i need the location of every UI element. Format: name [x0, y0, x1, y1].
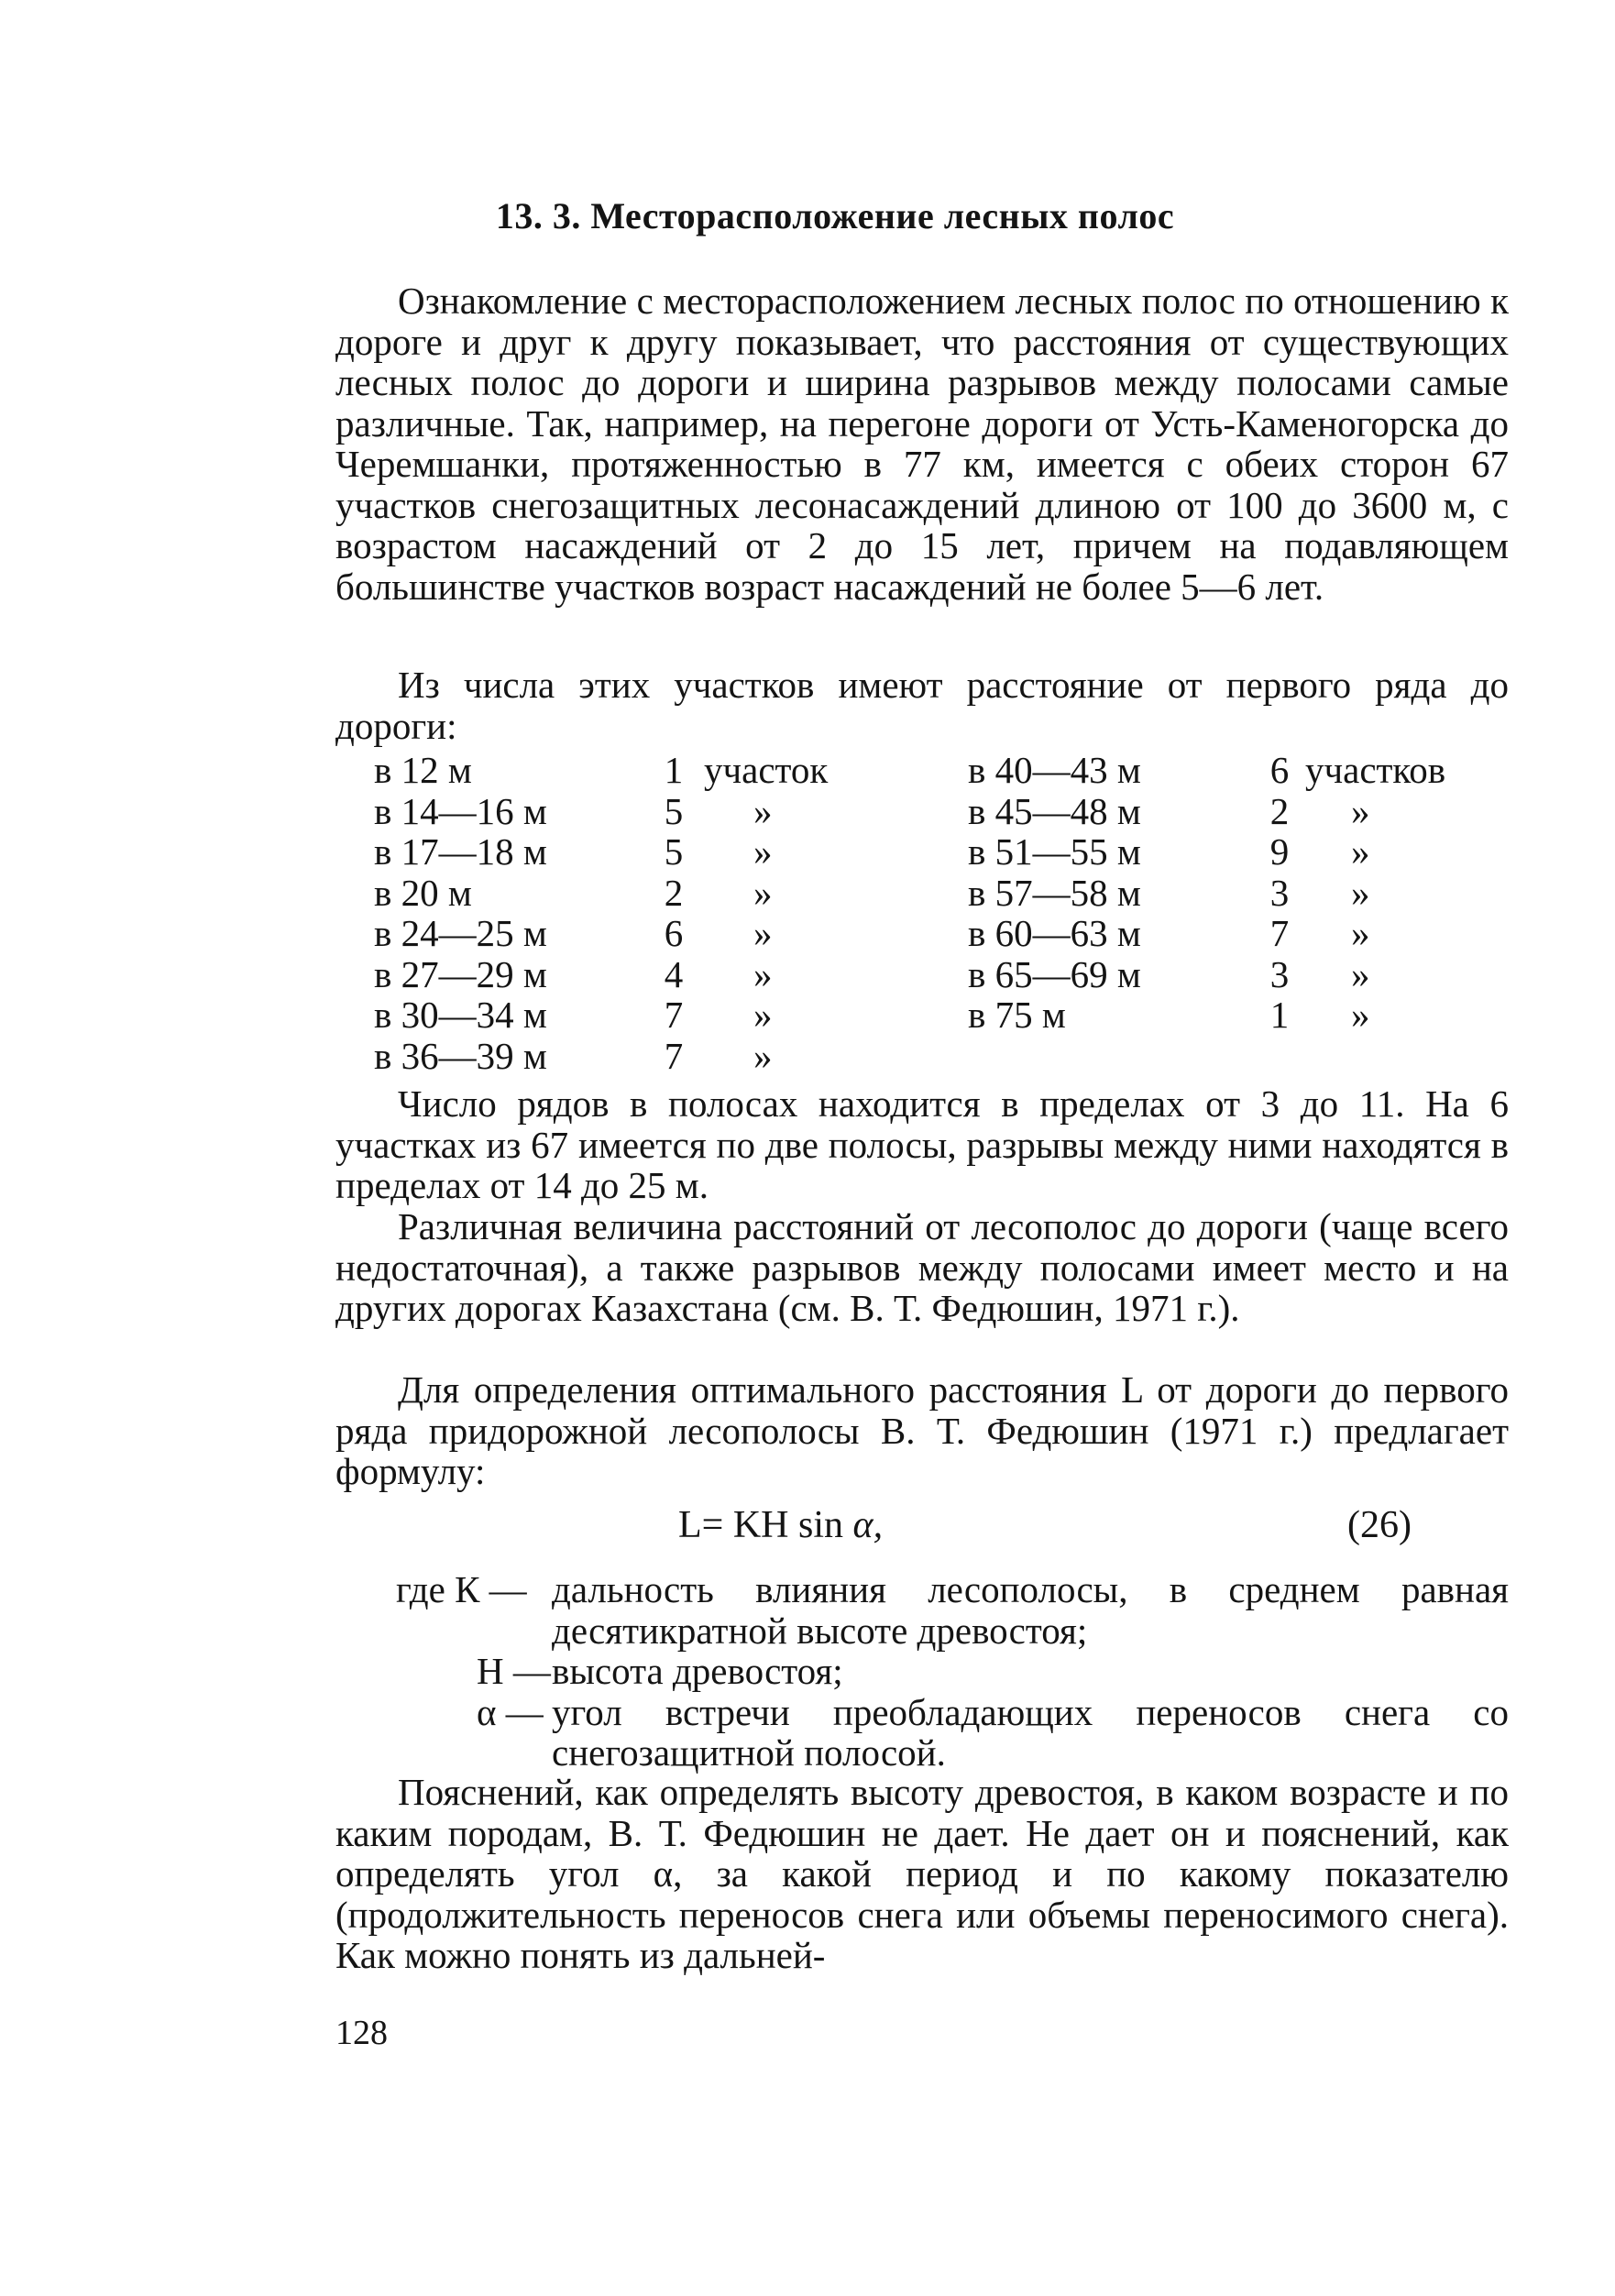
table-cell: в 12 м — [374, 749, 472, 791]
table-cell: 1 — [664, 749, 684, 791]
table-cell: в 30—34 м — [374, 994, 547, 1036]
table-cell: » — [753, 871, 773, 914]
distance-table-right-distance — [968, 750, 1141, 1036]
table-cell: 7 — [664, 1034, 684, 1077]
table-cell: в 17—18 м — [374, 830, 547, 873]
table-cell: 7 — [1269, 912, 1290, 954]
paragraph-6-text: Пояснений, как определять высоту древостоя, в каком возрасте и по каким породам, В. Т. Федюшин не дает. Не дает он и пояснений, как определять угол α, за какой период и по какому показателю (продолжительность переносов снега или объемы переносимого снега). Как можно понять из дальней- — [335, 1771, 1509, 1976]
paragraph-5 — [335, 1369, 1509, 1492]
paragraph-6 — [335, 1772, 1509, 1976]
definition-text: угол встречи преобладающих переносов снега со снегозащитной полосой. — [552, 1690, 1509, 1774]
definition-term: где К — — [396, 1568, 527, 1610]
definition-h — [396, 1651, 1509, 1692]
table-cell: » — [753, 789, 773, 832]
table-cell: » — [753, 994, 773, 1036]
paragraph-1-text: Ознакомление с месторасположением лесных полос по отношению к дороге и друг к другу показывает, что расстояния от существующих лесных полос до дороги и ширина разрывов между полосами самые различные. Так, например, на перегоне дороги от Усть-Каменогорска до Черемшанки, протяженностью в 77 км, имеется с обеих сторон 67 участков снегозащитных лесонасаждений длиною от 100 до 3600 м, с возрастом насаждений от 2 до 15 лет, причем на подавляющем большинстве участков возраст насаждений не более 5—6 лет. — [335, 280, 1509, 608]
paragraph-2-text: Из числа этих участков имеют расстояние от первого ряда до дороги: — [335, 664, 1509, 747]
distance-table-right-unit — [1300, 750, 1445, 1036]
section-heading: 13. 3. Месторасположение лесных полос — [495, 195, 1175, 236]
table-cell: в 20 м — [374, 871, 472, 914]
table-cell: в 40—43 м — [968, 749, 1141, 791]
formula-rhs: KH sin — [732, 1504, 844, 1546]
table-cell: 9 — [1269, 830, 1290, 873]
formula-definitions — [396, 1569, 1509, 1774]
paragraph-4 — [335, 1206, 1509, 1329]
table-cell: участок — [704, 749, 829, 791]
distance-table-right-count — [1261, 750, 1298, 1036]
table-cell: » — [1351, 830, 1370, 873]
paragraph-4-text: Различная величина расстояний от лесополос до дороги (чаще всего недостаточная), а также разрывов между полосами имеет место и на других дорогах Казахстана (см. В. Т. Федюшин, 1971 г.). — [335, 1205, 1509, 1329]
table-cell: 7 — [664, 994, 684, 1036]
table-cell: 5 — [664, 830, 684, 873]
paragraph-5-text: Для определения оптимального расстояния L от дороги до первого ряда придорожной лесополосы В. Т. Федюшин (1971 г.) предлагает формулу: — [335, 1368, 1509, 1492]
formula-lhs: L= — [678, 1504, 724, 1546]
table-cell: в 24—25 м — [374, 912, 547, 954]
table-cell: 2 — [664, 871, 684, 914]
table-cell: » — [753, 912, 773, 954]
distance-table-left-unit — [697, 750, 828, 1076]
table-cell: 2 — [1269, 789, 1290, 832]
definition-text: высота древостоя; — [552, 1650, 843, 1692]
table-cell: в 60—63 м — [968, 912, 1141, 954]
table-cell: в 51—55 м — [968, 830, 1141, 873]
table-cell: » — [1351, 912, 1370, 954]
table-cell: » — [753, 830, 773, 873]
table-cell: в 75 м — [968, 994, 1066, 1036]
distance-table-left-count — [655, 750, 692, 1076]
table-cell: в 36—39 м — [374, 1034, 547, 1077]
table-cell: » — [1351, 871, 1370, 914]
definition-term: α — — [477, 1690, 544, 1733]
table-cell: в 27—29 м — [374, 952, 547, 995]
table-cell: 4 — [664, 952, 684, 995]
definition-term: Н — — [477, 1650, 551, 1692]
definition-text: дальность влияния лесополосы, в среднем равная десятикратной высоте древостоя; — [552, 1568, 1509, 1652]
table-cell: участков — [1305, 749, 1446, 791]
paragraph-3-text: Число рядов в полосах находится в пределах от 3 до 11. На 6 участках из 67 имеется по две полосы, разрывы между ними находятся в пределах от 14 до 25 м. — [335, 1082, 1509, 1206]
table-cell: 1 — [1269, 994, 1290, 1036]
equation-number: (26) — [1347, 1504, 1412, 1546]
table-cell: 3 — [1269, 871, 1290, 914]
formula-alpha: α, — [852, 1504, 884, 1546]
table-cell: » — [753, 952, 773, 995]
distance-table-left-distance — [374, 750, 547, 1076]
definition-k — [396, 1569, 1509, 1651]
table-cell: » — [1351, 952, 1370, 995]
table-cell: в 14—16 м — [374, 789, 547, 832]
table-cell: » — [753, 1034, 773, 1077]
table-cell: в 57—58 м — [968, 871, 1141, 914]
table-cell: 6 — [664, 912, 684, 954]
formula — [678, 1503, 883, 1547]
table-cell: » — [1351, 789, 1370, 832]
paragraph-3 — [335, 1083, 1509, 1206]
paragraph-1 — [335, 280, 1509, 607]
table-cell: » — [1351, 994, 1370, 1036]
table-cell: в 45—48 м — [968, 789, 1141, 832]
definition-alpha — [396, 1692, 1509, 1774]
table-cell: в 65—69 м — [968, 952, 1141, 995]
page-number: 128 — [335, 2014, 388, 2052]
table-cell: 3 — [1269, 952, 1290, 995]
table-cell: 6 — [1269, 749, 1290, 791]
table-cell: 5 — [664, 789, 684, 832]
paragraph-2 — [335, 665, 1509, 746]
